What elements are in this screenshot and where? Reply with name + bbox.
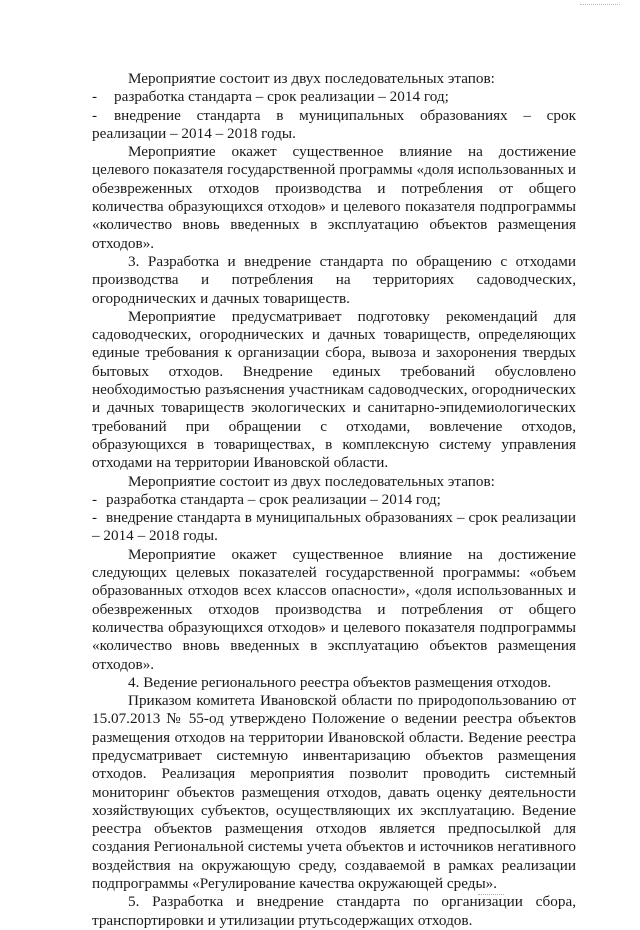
bullet-dash: - [92,106,98,124]
paragraph: Мероприятие окажет существенное влияние на достижение целевого показателя государственной программы «доля использованных и обезвреженных отходов производства и потребления от общего количества образующихся отходов» и целевого показателя подпрограммы «количество вновь введенных в эксплуатацию объектов размещения отходов». [92,143,576,252]
section-heading: 4. Ведение регионального реестра объектов размещения отходов. [128,673,552,691]
section-heading: 3. Разработка и внедрение стандарта по обращению с отходами производства и потребления на территориях садоводческих, огороднических и дачных товариществ. [92,252,576,307]
paragraph: Приказом комитета Ивановской области по природопользованию от 15.07.2013 № 55-од утверждено Положение о ведении реестра объектов размещения отходов на территории Ивановской области. Ведение реестра предусматривает системную инвентаризацию объектов размещения отходов. Реализация мероприятия позволит проводить системный мониторинг объектов размещения отходов, давать оценку деятельности хозяйствующих субъектов, осуществляющих их эксплуатацию. Ведение реестра объектов размещения отходов является предпосылкой для создания Региональной системы учета объектов и источников негативного воздействия на окружающую среду, создаваемой в рамках реализации подпрограммы «Регулирование качества окружающей среды». [92,692,576,893]
bullet-dash: - [92,490,98,508]
list-item [92,88,576,106]
list-item [92,107,576,144]
list-item [92,509,576,546]
paragraph: Мероприятие предусматривает подготовку рекомендаций для садоводческих, огороднических и дачных товариществ, определяющих единые требования к организации сбора, вывоза и захоронения твердых бытовых отходов. Внедрение единых требований обусловлено необходимостью разъяснения участникам садоводческих, огороднических и дачных товариществ экологических и санитарно-эпидемиологических требований при обращении с отходами, вовлечение отходов, образующихся в товариществах, в комплексную систему управления отходами на территории Ивановской области. [92,307,576,472]
paragraph: Мероприятие окажет существенное влияние на достижение следующих целевых показателей государственной программы: «объем образованных отходов всех классов опасности», «доля использованных и обезвреженных отходов производства и потребления от общего количества образующихся отходов» и целевого показателя подпрограммы «количество вновь введенных в эксплуатацию объектов размещения отходов». [92,545,576,673]
list-item-text: внедрение стандарта в муниципальных образованиях – срок реализации – 2014 – 2018 годы. [92,106,576,142]
section-heading: 5. Разработка и внедрение стандарта по организации сбора, транспортировки и утилизации ртутьсодержащих отходов. [92,893,576,929]
list-item-text: разработка стандарта – срок реализации – 2014 год; [106,490,441,508]
bullet-dash: - [92,509,98,527]
list-item-text: внедрение стандарта в муниципальных образованиях – срок реализации – 2014 – 2018 годы. [92,509,576,545]
paragraph: Мероприятие состоит из двух последовательных этапов: [128,472,495,490]
document-body [92,70,576,930]
footer-scan-mark [478,894,504,898]
paragraph: Мероприятие состоит из двух последовательных этапов: [128,70,495,87]
list-item [92,491,576,509]
scan-mark [580,4,620,9]
list-item-text: разработка стандарта – срок реализации – 2014 год; [114,88,449,106]
bullet-dash: - [92,88,98,106]
